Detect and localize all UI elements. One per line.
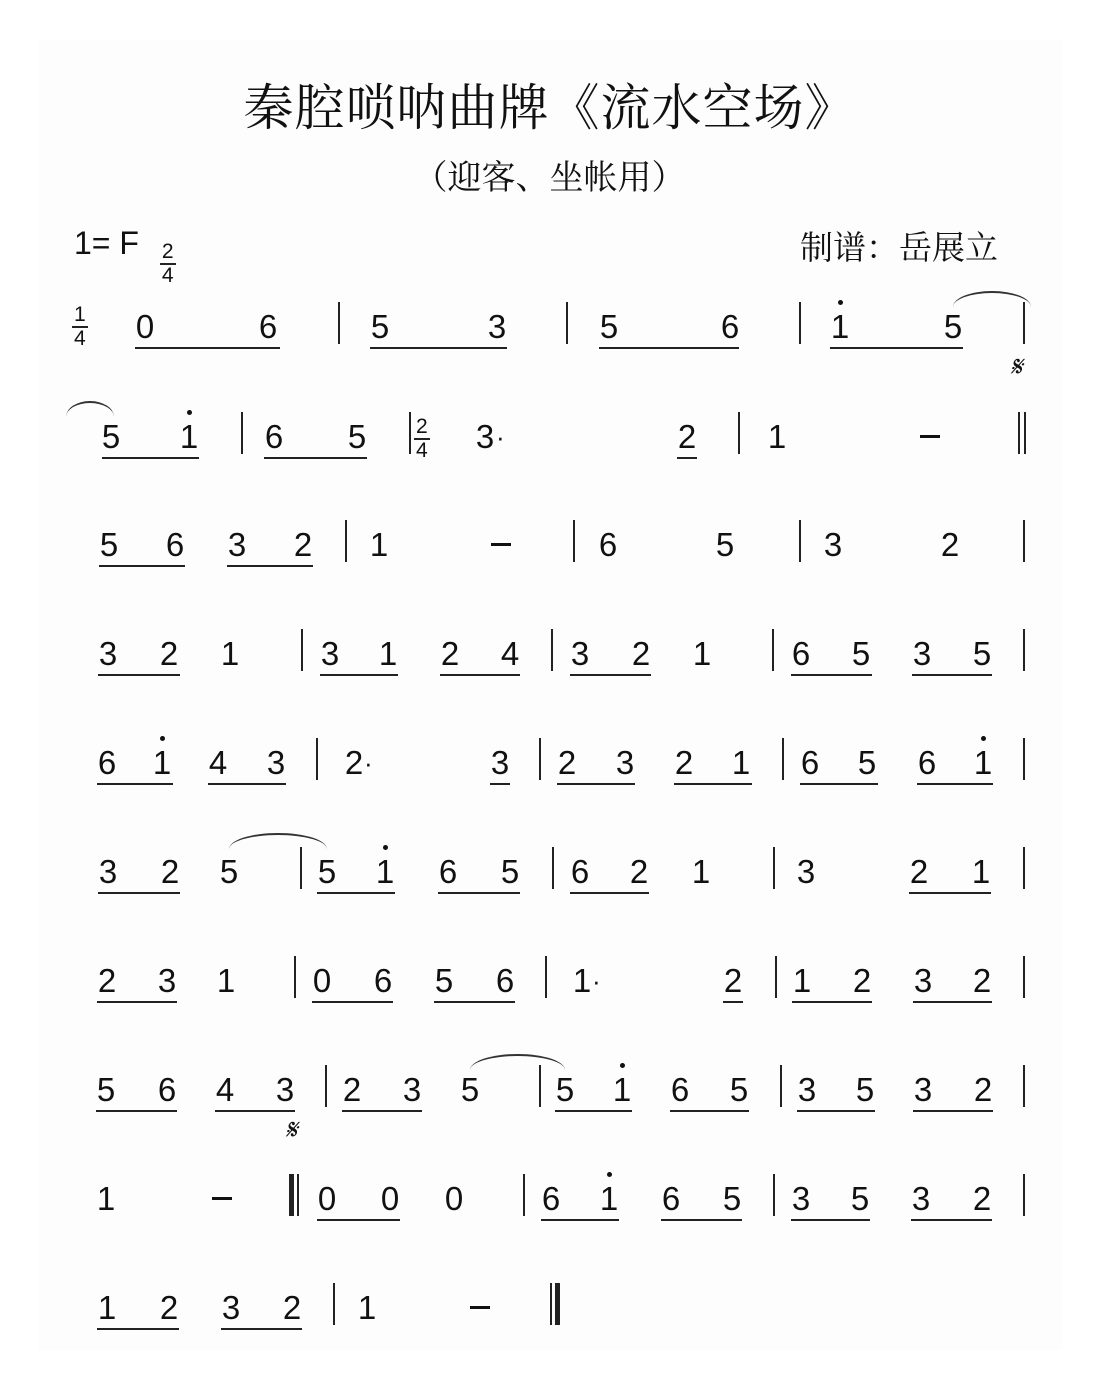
note: 1 — [691, 853, 711, 890]
note: 6 — [670, 1071, 690, 1108]
note: 2 — [972, 1180, 992, 1217]
underline — [797, 1110, 875, 1112]
note: 3 — [98, 635, 118, 672]
underline — [830, 347, 963, 349]
time-signature-change: 2 4 — [416, 415, 428, 462]
note: 2 — [677, 418, 697, 455]
note: 3 — [402, 1071, 422, 1108]
note: 5 — [317, 853, 337, 890]
transcriber-credit: 制谱：岳展立 — [800, 228, 998, 267]
extension-dash — [212, 1197, 232, 1200]
underline — [913, 1110, 993, 1112]
barline — [333, 1283, 335, 1325]
underline — [264, 457, 367, 459]
key-label: 1= F — [74, 225, 139, 261]
note: 0 — [380, 1180, 400, 1217]
note: 3 — [98, 853, 118, 890]
extension-dash — [491, 543, 511, 546]
note: 2 — [940, 526, 960, 563]
note: 6 — [157, 1071, 177, 1108]
underline — [792, 1001, 872, 1003]
underline — [312, 1001, 393, 1003]
barline — [799, 302, 801, 344]
barline — [772, 629, 774, 671]
score-line-10 — [0, 1291, 1099, 1391]
note-high: 1 — [971, 746, 995, 779]
barline — [301, 629, 303, 671]
note: 6 — [598, 526, 618, 563]
score-line-9 — [0, 1182, 1099, 1282]
score-line-7 — [0, 964, 1099, 1064]
note: 2 — [723, 962, 743, 999]
note: 3 — [490, 744, 510, 781]
underline — [555, 1110, 632, 1112]
note: 0 — [317, 1180, 337, 1217]
note: 5 — [857, 744, 877, 781]
note: 3 — [796, 853, 816, 890]
underline — [438, 892, 520, 894]
note: 6 — [438, 853, 458, 890]
note: 5 — [96, 1071, 116, 1108]
note: 2 — [344, 744, 364, 781]
note: 2 — [293, 526, 313, 563]
barline — [1023, 738, 1025, 780]
underline — [215, 1110, 295, 1112]
note: 2 — [342, 1071, 362, 1108]
page-title: 秦腔唢呐曲牌《流水空场》 — [243, 79, 856, 137]
score-line-1 — [0, 303, 1099, 410]
note: 6 — [258, 308, 278, 345]
note: 6 — [541, 1180, 561, 1217]
underline — [557, 783, 635, 785]
score-line-8 — [0, 1073, 1099, 1173]
note: 1 — [369, 526, 389, 563]
underline — [370, 347, 507, 349]
note: 2 — [282, 1289, 302, 1326]
note: 1 — [692, 635, 712, 672]
note: 3 — [615, 744, 635, 781]
note: 2 — [972, 962, 992, 999]
underline — [102, 457, 199, 459]
barline — [1023, 629, 1025, 671]
underline — [221, 1328, 302, 1330]
underline — [342, 1110, 422, 1112]
note: 3 — [797, 1071, 817, 1108]
segno-icon: 𝄋 — [1010, 350, 1023, 383]
underline — [97, 1328, 179, 1330]
barline — [782, 738, 784, 780]
note: 6 — [165, 526, 185, 563]
note: 3 — [913, 1071, 933, 1108]
note: 6 — [264, 418, 284, 455]
note: 0 — [444, 1180, 464, 1217]
note: 5 — [972, 635, 992, 672]
score-line-3 — [0, 528, 1099, 628]
note: 4 — [500, 635, 520, 672]
underline — [227, 565, 313, 567]
barline — [1023, 302, 1025, 344]
note: 2 — [629, 853, 649, 890]
underline — [135, 347, 280, 349]
note: 3 — [823, 526, 843, 563]
underline — [677, 457, 697, 459]
barline — [338, 302, 340, 344]
underline — [97, 783, 173, 785]
note: 3 — [221, 1289, 241, 1326]
note: 6 — [495, 962, 515, 999]
note: 4 — [215, 1071, 235, 1108]
note: 5 — [370, 308, 390, 345]
barline — [773, 1174, 775, 1216]
note: 5 — [943, 308, 963, 345]
extension-dash — [470, 1306, 490, 1309]
underline — [723, 1001, 743, 1003]
barline — [552, 847, 554, 889]
note: 0 — [312, 962, 332, 999]
note: 1 — [97, 1289, 117, 1326]
barline — [545, 956, 547, 998]
note: 2 — [973, 1071, 993, 1108]
note: 2 — [160, 853, 180, 890]
underline — [440, 674, 520, 676]
barline — [1023, 1065, 1025, 1107]
note: 3 — [320, 635, 340, 672]
note: 6 — [661, 1180, 681, 1217]
barline — [799, 520, 801, 562]
underline — [320, 674, 398, 676]
note: 1 — [378, 635, 398, 672]
note: 3 — [791, 1180, 811, 1217]
barline — [316, 738, 318, 780]
note: 5 — [850, 1180, 870, 1217]
note: 5 — [347, 418, 367, 455]
note: 5 — [722, 1180, 742, 1217]
underline — [791, 674, 872, 676]
barline — [409, 412, 411, 454]
underline — [674, 783, 752, 785]
note: 6 — [800, 744, 820, 781]
note: 5 — [851, 635, 871, 672]
underline — [570, 674, 651, 676]
note: 1 — [220, 635, 240, 672]
underline — [661, 1219, 742, 1221]
double-barline — [1018, 412, 1026, 454]
note: 5 — [729, 1071, 749, 1108]
augmentation-dot: · — [496, 422, 505, 452]
underline — [670, 1110, 749, 1112]
underline — [96, 1110, 177, 1112]
note: 6 — [917, 744, 937, 781]
note: 3 — [227, 526, 247, 563]
final-barline — [550, 1283, 560, 1325]
note: 6 — [570, 853, 590, 890]
note: 3 — [912, 635, 932, 672]
note: 3 — [157, 962, 177, 999]
underline — [97, 1001, 177, 1003]
underline — [317, 1219, 400, 1221]
segno-icon: 𝄋 — [285, 1113, 298, 1146]
note: 3 — [911, 1180, 931, 1217]
barline — [294, 956, 296, 998]
note: 3 — [487, 308, 507, 345]
barline — [775, 956, 777, 998]
note: 2 — [909, 853, 929, 890]
underline — [791, 1219, 870, 1221]
barline — [566, 302, 568, 344]
barline — [539, 738, 541, 780]
time-signature: $\frac{2}{4}$ — [161, 240, 174, 287]
underline — [913, 1001, 992, 1003]
note: 6 — [97, 744, 117, 781]
note: 6 — [791, 635, 811, 672]
note: 3 — [913, 962, 933, 999]
note-high: 1 — [610, 1073, 634, 1106]
score-line-6 — [0, 855, 1099, 955]
barline — [241, 412, 243, 454]
barline — [1023, 956, 1025, 998]
underline — [911, 1219, 992, 1221]
note: 1 — [971, 853, 991, 890]
underline — [599, 347, 739, 349]
note: 6 — [373, 962, 393, 999]
note: 2 — [852, 962, 872, 999]
note: 5 — [715, 526, 735, 563]
note-high: 1 — [828, 310, 852, 343]
score-line-4 — [0, 637, 1099, 737]
note-high: 1 — [373, 855, 397, 888]
note: 2 — [440, 635, 460, 672]
note: 2 — [159, 1289, 179, 1326]
note: 4 — [208, 744, 228, 781]
note: 1 — [731, 744, 751, 781]
barline — [523, 1174, 525, 1216]
note: 6 — [720, 308, 740, 345]
page-subtitle: （迎客、坐帐用） — [413, 158, 686, 198]
underline — [99, 565, 185, 567]
key-signature — [74, 225, 176, 287]
barline — [1023, 847, 1025, 889]
note: 2 — [631, 635, 651, 672]
note: 5 — [555, 1071, 575, 1108]
note: 5 — [599, 308, 619, 345]
note: 1 — [767, 418, 787, 455]
underline — [434, 1001, 515, 1003]
barline — [780, 1065, 782, 1107]
underline — [98, 892, 180, 894]
underline — [917, 783, 993, 785]
note: 1 — [216, 962, 236, 999]
underline — [912, 674, 992, 676]
start-repeat-barline — [289, 1174, 299, 1216]
barline — [325, 1065, 327, 1107]
augmentation-dot: · — [592, 966, 601, 996]
note: 1 — [357, 1289, 377, 1326]
note: 2 — [674, 744, 694, 781]
note: 2 — [97, 962, 117, 999]
note: 5 — [219, 853, 239, 890]
note: 0 — [135, 308, 155, 345]
note: 3 — [570, 635, 590, 672]
underline — [208, 783, 286, 785]
underline — [317, 892, 395, 894]
note: 5 — [855, 1071, 875, 1108]
barline — [738, 412, 740, 454]
note: 5 — [434, 962, 454, 999]
underline — [98, 674, 180, 676]
augmentation-dot: · — [364, 748, 373, 778]
note: 5 — [460, 1071, 480, 1108]
score-line-5 — [0, 746, 1099, 846]
note: 3 — [275, 1071, 295, 1108]
note-high: 1 — [150, 746, 174, 779]
underline — [541, 1219, 619, 1221]
note: 1 — [792, 962, 812, 999]
time-signature-change: 1 4 — [74, 303, 86, 350]
note: 5 — [101, 418, 121, 455]
barline — [300, 847, 302, 889]
underline — [570, 892, 649, 894]
barline — [345, 520, 347, 562]
underline — [800, 783, 878, 785]
note: 5 — [500, 853, 520, 890]
note: 1 — [96, 1180, 116, 1217]
underline — [490, 783, 510, 785]
note-high: 1 — [597, 1182, 621, 1215]
note: 2 — [159, 635, 179, 672]
note: 2 — [557, 744, 577, 781]
note-high: 1 — [177, 420, 201, 453]
note: 3 — [475, 418, 495, 455]
score-line-2 — [0, 415, 1099, 520]
extension-dash — [920, 435, 940, 438]
note: 1 — [572, 962, 592, 999]
barline — [573, 520, 575, 562]
note: 5 — [99, 526, 119, 563]
underline — [909, 892, 991, 894]
barline — [539, 1065, 541, 1107]
barline — [773, 847, 775, 889]
barline — [1023, 1174, 1025, 1216]
barline — [1023, 520, 1025, 562]
note: 3 — [266, 744, 286, 781]
barline — [551, 629, 553, 671]
